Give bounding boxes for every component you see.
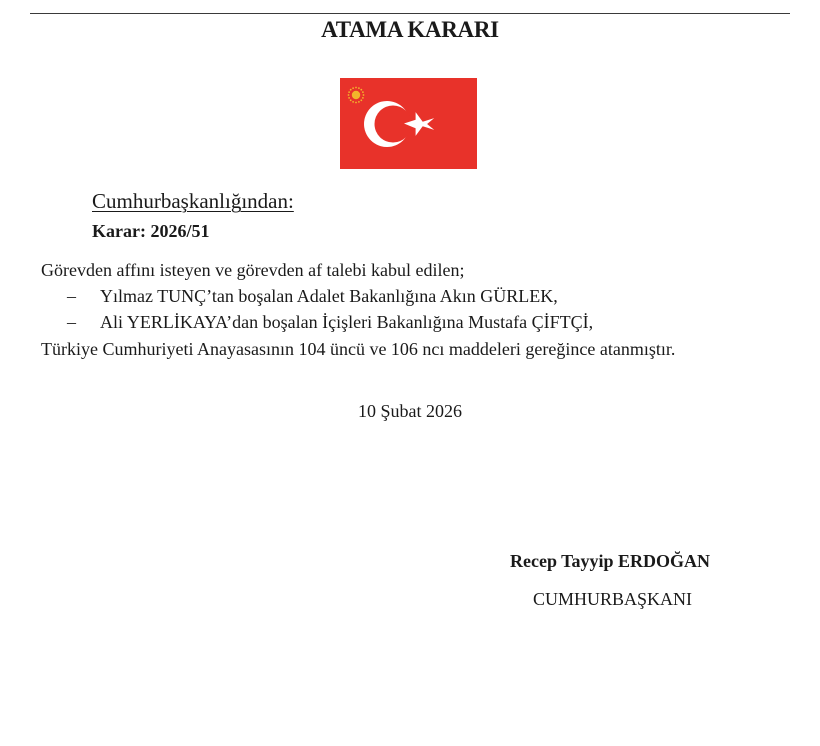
appointment-item <box>67 311 593 333</box>
decision-number: Karar: 2026/51 <box>92 221 210 241</box>
closing-paragraph: Türkiye Cumhuriyeti Anayasasının 104 üncü ve 106 ncı maddeleri gereğince atanmıştır. <box>41 339 676 359</box>
appointment-text: Yılmaz TUNÇ’tan boşalan Adalet Bakanlığına Akın GÜRLEK, <box>100 286 558 306</box>
issuer-heading: Cumhurbaşkanlığından: <box>92 189 294 213</box>
signatory-name: Recep Tayyip ERDOĞAN <box>510 551 711 571</box>
decision-date: 10 Şubat 2026 <box>357 401 462 421</box>
document-title: ATAMA KARARI <box>321 17 499 42</box>
intro-paragraph: Görevden affını isteyen ve görevden af talebi kabul edilen; <box>41 260 465 280</box>
top-divider <box>30 13 790 14</box>
appointment-item <box>67 285 558 307</box>
appointment-text: Ali YERLİKAYA’dan boşalan İçişleri Bakanlığına Mustafa ÇİFTÇİ, <box>100 312 594 332</box>
signatory-title: CUMHURBAŞKANI <box>533 589 693 609</box>
dash-bullet: – <box>67 286 76 306</box>
dash-bullet: – <box>67 312 76 332</box>
turkish-presidential-flag-icon <box>340 78 477 169</box>
